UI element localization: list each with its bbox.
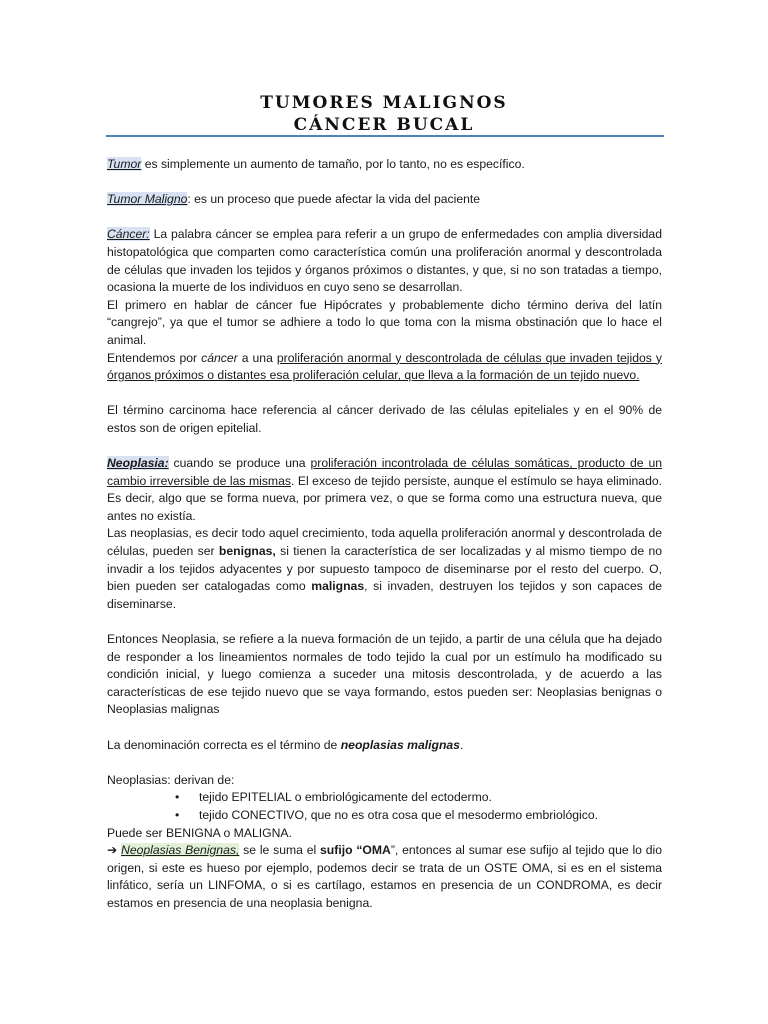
paragraph-hipocrates: El primero en hablar de cáncer fue Hipócrates y probablemente dicho término deriva del latín “cangrejo”, ya que el tumor se adhiere a todo lo que toma con la misma obstinación que lo hace el animal. <box>107 297 662 347</box>
paragraph-entonces: Entonces Neoplasia, se refiere a la nueva formación de un tejido, a partir de una célula que ha dejado de responder a los lineamientos normales de todo tejido la cual por un estímulo ha modificado su condición inicial, y luego comienza a suceder una mitosis descontrolada, y de acuerdo a las características de ese tejido nuevo que se vaya formando, estos pueden ser: Neoplasias benignas o Neoplasias malignas <box>107 632 662 717</box>
paragraph-text: La denominación correcta es el término de <box>107 737 341 752</box>
document-body <box>107 156 662 913</box>
paragraph-neoplasia <box>107 455 662 525</box>
paragraph-text: : es un proceso que puede afectar la vida del paciente <box>187 192 481 207</box>
title-line-1: TUMORES MALIGNOS <box>260 93 508 113</box>
bullet-icon: • <box>175 807 180 822</box>
bullet-item <box>107 789 662 807</box>
bullet-item <box>107 807 662 825</box>
paragraph-text: se le suma el <box>239 843 321 858</box>
paragraph-text: Las neoplasias, es decir todo aquel crecimiento, toda aquella proliferación anormal y descontrolada de células, pueden ser <box>107 526 662 559</box>
paragraph-text: , si invaden, destruyen los tejidos y son capaces de diseminarse. <box>107 579 662 611</box>
term-tumor-maligno: Tumor Maligno <box>107 192 188 207</box>
term-sufijo-oma: sufijo “OMA <box>320 843 391 858</box>
underlined-definition: proliferación incontrolada de células somáticas, producto de un cambio irreversible de las mismas <box>107 456 662 488</box>
underlined-definition: proliferación anormal y descontrolada de células que invaden tejidos y órganos próximos o distantes esa proliferación celular, que lleva a la formación de un tejido nuevo. <box>107 350 662 383</box>
paragraph-cancer <box>107 226 662 296</box>
paragraph-text: cuando se produce una <box>168 456 311 471</box>
document-title <box>0 92 768 136</box>
paragraph-benignas <box>107 842 662 912</box>
paragraph-puede: Puede ser BENIGNA o MALIGNA. <box>107 825 292 840</box>
bullet-text: tejido CONECTIVO, que no es otra cosa que el mesodermo embriológico. <box>199 807 598 822</box>
paragraph-tumor-maligno <box>107 191 662 209</box>
title-line-2: CÁNCER BUCAL <box>293 115 475 135</box>
paragraph-entendemos <box>107 350 662 385</box>
term-neoplasias-benignas: Neoplasias Benignas, <box>121 843 240 858</box>
paragraph-derivan: Neoplasias: derivan de: <box>107 772 235 787</box>
paragraph-text: a una <box>237 350 277 365</box>
paragraph-text: ”, entonces al sumar ese sufijo al tejido que lo dio origen, si este es hueso por ejemplo, podemos decir se trata de un OSTE OMA, si es en el sistema linfático, sería un LINFOMA, o si es cartílago, estamos en presencia de un CONDROMA, es decir estamos en presencia de una neoplasia benigna. <box>107 843 662 910</box>
arrow-icon: ➔ <box>107 843 118 858</box>
title-divider <box>106 135 664 137</box>
paragraph-text: si tienen la característica de ser localizadas y al mismo tiempo de no invadir a los tejidos adyacentes y por supuesto tampoco de diseminarse por el resto del cuerpo. O, bien pueden ser catalogadas como <box>107 544 662 594</box>
paragraph-text: La palabra cáncer se emplea para referir a un grupo de enfermedades con amplia diversidad histopatológica que comparten como característica común una proliferación anormal y descontrolada de células que invaden los tejidos y órganos próximos o distantes, y que, si no son tratadas a tiempo, ocasiona la muerte de los individuos en cuyo seno se desarrollan. <box>107 227 662 295</box>
paragraph-carcinoma: El término carcinoma hace referencia al cáncer derivado de las células epiteliales y en el 90% de estos son de origen epitelial. <box>107 403 662 435</box>
term-tumor: Tumor <box>107 157 142 171</box>
paragraph-text: . El exceso de tejido persiste, aunque el estímulo se haya eliminado. Es decir, algo que se forma nueva, por primera vez, o que se forma como una estructura nueva, que antes no existía. <box>107 473 663 523</box>
paragraph-text: Entendemos por <box>107 350 202 365</box>
bullet-text: tejido EPITELIAL o embriológicamente del ectodermo. <box>199 790 492 805</box>
term-neoplasia: Neoplasia: <box>107 456 169 471</box>
term-malignas: malignas <box>311 579 365 594</box>
paragraph-neoplasias-tipos <box>107 525 662 613</box>
paragraph-text: . <box>459 737 464 752</box>
paragraph-text: es simplemente un aumento de tamaño, por lo tanto, no es específico. <box>141 157 525 171</box>
term-cancer: Cáncer: <box>107 227 150 242</box>
term-cancer-italic: cáncer <box>201 350 238 365</box>
term-benignas: benignas, <box>218 544 276 559</box>
paragraph-denominacion <box>107 737 662 755</box>
paragraph-tumor <box>107 156 662 174</box>
term-neoplasias-malignas: neoplasias malignas <box>340 737 460 752</box>
bullet-icon: • <box>175 790 180 805</box>
